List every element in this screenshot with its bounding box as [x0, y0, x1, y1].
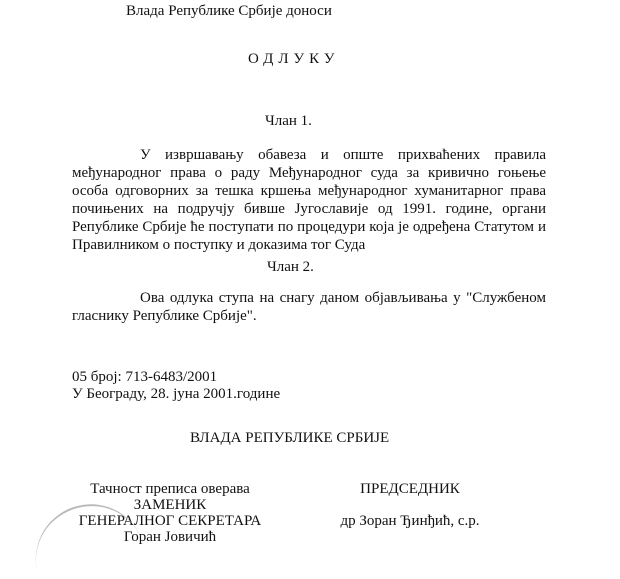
deputy-name: Горан Јовичић [123, 529, 217, 545]
document-number: 05 број: 713-6483/2001 [72, 369, 218, 385]
certification-label: Тачност преписа оверава [90, 481, 250, 497]
government-name: ВЛАДА РЕПУБЛИКЕ СРБИЈЕ [190, 430, 390, 446]
article-2-text: Ова одлука ступа на снагу даном објављивања у "Службеном гласнику Републике Србије". [72, 290, 546, 324]
deputy-role-line2: ГЕНЕРАЛНОГ СЕКРЕТАРА [78, 513, 262, 529]
deputy-role-line1: ЗАМЕНИК [133, 497, 207, 513]
article-1-text: У извршавању обавеза и опште прихваћених правила међународног права о раду Међународног суда за кривично гоњење особа одговорних за тешка кршења међународног хуманитарног права почињених на подручју бивше Југославије од 1991. године, органи Републике Србије ће поступати по процедури која је одређена Статутом и Правилником о поступку и доказима тог Суда [72, 147, 546, 253]
document-title: ОДЛУКУ [248, 51, 340, 67]
document-header: Влада Републике Србије доноси [126, 3, 332, 19]
article-1-heading: Члан 1. [265, 113, 312, 129]
article-2-body [72, 289, 546, 325]
president-name: др Зоран Ђинђић, с.р. [340, 513, 480, 529]
president-role: ПРЕДСЕДНИК [360, 481, 460, 497]
document-place-date: У Београду, 28. јуна 2001.године [72, 386, 281, 402]
article-1-body [72, 146, 546, 254]
article-2-heading: Члан 2. [267, 259, 314, 275]
